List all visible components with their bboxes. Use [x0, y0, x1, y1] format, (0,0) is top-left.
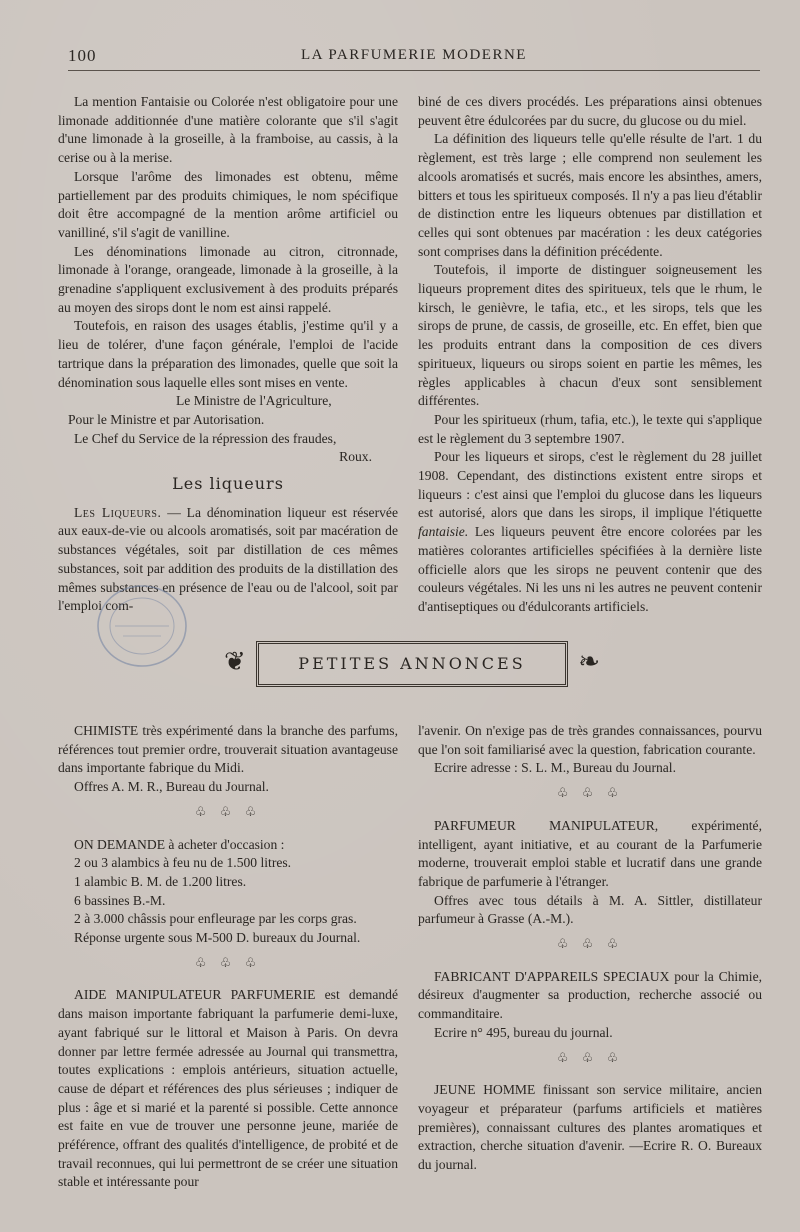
limonade-paragraph-2: Lorsque l'arôme des limonades est obtenu, même partiellement par des produits chimiques, le nom spécifique doit être accompagné de la mention arôme artificiel ou vanilliné, s'il s'agit de vanilline. — [58, 168, 398, 240]
ad-parfumeur: PARFUMEUR MANIPULATEUR, expérimenté, intelligent, ayant initiative, et au courant de la Parfumerie moderne, trouverait emploi stable et lucratif dans une grande fabrique de parfumerie à l'étranger. — [418, 817, 762, 889]
sirops-text-a: Pour les liqueurs et sirops, c'est le règlement du 28 juillet 1908. Cependant, des distinctions existent entre sirops et liqueurs : c'est ainsi que l'emploi du glucose dans les liqueurs est autorisé, alors que dans les sirops, il implique l'étiquette — [418, 449, 762, 521]
left-flourish-icon: ❦ — [224, 647, 246, 676]
spiritueux-paragraph: Pour les spiritueux (rhum, tafia, etc.), le texte qui s'applique est le règlement du 3 septembre 1907. — [418, 411, 762, 446]
ornament-divider: ♧ ♧ ♧ — [194, 803, 262, 819]
limonade-paragraph-1: La mention Fantaisie ou Colorée n'est obligatoire pour une limonade additionnée d'une matière colorante que s'il s'agit d'une limonade à la groseille, à la framboise, au cassis, à la cerise ou à la merise. — [58, 94, 398, 166]
ad-demande-title: ON DEMANDE à acheter d'occasion : — [74, 836, 285, 852]
signature-authorisation: Pour le Ministre et par Autorisation. — [68, 411, 265, 427]
definition-paragraph: La définition des liqueurs telle qu'elle résulte de l'art. 1 du règlement, est très large ; elle comprend non seulement les alcools aromatisés et sucrés, mais encore les absinthes, amers, bitters et tous les spiritueux composés. Il n'y a pas lieu d'établir de distinction entre les liqueurs obtenues par distillation et celles qui sont obtenues par macération : les deux catégories sont comprises dans la définition précédente. — [418, 131, 762, 259]
journal-title: LA PARFUMERIE MODERNE — [301, 47, 527, 63]
section-heading-liqueurs: Les liqueurs — [172, 474, 284, 494]
ad-demande-line-4: 2 à 3.000 châssis pour enfleurage par les corps gras. — [74, 911, 357, 927]
ad-chimiste: CHIMISTE très expérimenté dans la branche des parfums, références tout premier ordre, trouverait situation avantageuse dans importante fabrique du Midi. — [58, 723, 398, 776]
page-number: 100 — [68, 46, 97, 65]
ad-aide-manipulateur: AIDE MANIPULATEUR PARFUMERIE est demandé dans maison importante fabriquant la parfumerie demi-luxe, ayant fabriqué sur le littoral et Maison à Paris. On devra donner par lettre fermée adressée au Journal qui transmettra, toutes explications : emplois antérieurs, situation actuelle, cause de départ et références des plus sérieuses ; indiquer de plus : âge et si marié et la parenté si possible. Cette annonce est faite en vue de trouver une personne jeune, mariée de préférence, offrant des qualités d'intelligence, de probité et de travail reconnues, qui lui permettront de se créer une situation stable et intéressante pour — [58, 987, 398, 1190]
ad-demande-line-1: 2 ou 3 alambics à feu nu de 1.500 litres. — [74, 855, 292, 871]
ad-fabricant-reply: Ecrire n° 495, bureau du journal. — [434, 1024, 613, 1040]
ad-parfumeur-reply: Offres avec tous détails à M. A. Sittler, distillateur parfumeur à Grasse (A.-M.). — [418, 892, 762, 927]
distinction-paragraph: Toutefois, il importe de distinguer soigneusement les liqueurs proprement dites des spiritueux, tels que le rhum, le kirsch, le genièvre, le tafia, etc., et les sirops, tels que les sirops de prune, de cassis, de groseille, etc. En effet, bien que les produits entrant dans la composition de ces divers spiritueux, liqueurs ou sirops soient en partie les mêmes, les règles applicables à chacun d'eux sont sensiblement différentes. — [418, 262, 762, 409]
signature-roux: Roux. — [339, 449, 372, 465]
banner-title: PETITES ANNONCES — [298, 654, 526, 673]
limonade-paragraph-3: Les dénominations limonade au citron, citronnade, limonade à l'orange, orangeade, limonade à la groseille, à la grenadine s'appliquent exclusivement à des produits préparés au moyen des sirops dont le nom est ainsi rappelé. — [58, 243, 398, 315]
ad-demande-line-2: 1 alambic B. M. de 1.200 litres. — [74, 873, 247, 889]
petites-annonces-banner — [222, 637, 602, 691]
header-rule — [68, 70, 760, 71]
ad-chimiste-reply: Offres A. M. R., Bureau du Journal. — [74, 779, 269, 795]
page-header — [68, 46, 760, 66]
signature-minister: Le Ministre de l'Agriculture, — [176, 393, 332, 409]
right-column — [418, 93, 762, 617]
left-column — [58, 93, 398, 616]
sirops-paragraph — [418, 448, 762, 616]
library-stamp — [93, 580, 191, 672]
signature-chef: Le Chef du Service de la répression des fraudes, — [74, 430, 337, 446]
ornament-divider: ♧ ♧ ♧ — [556, 1049, 624, 1065]
ads-left-column — [58, 722, 398, 1192]
ad-aide-reply: Ecrire adresse : S. L. M., Bureau du Journal. — [434, 760, 676, 776]
ornament-divider: ♧ ♧ ♧ — [194, 954, 262, 970]
limonade-paragraph-4: Toutefois, en raison des usages établis, j'estime qu'il y a lieu de tolérer, d'une façon générale, l'emploi de l'acide tartrique dans la préparation des limonades, quelle que soit la dénomination sous laquelle elles sont mises en vente. — [58, 318, 398, 390]
fantaisie-word: fantaisie. — [418, 524, 469, 540]
ad-aide-continued: l'avenir. On n'exige pas de très grandes connaissances, pourvu que l'on soit familiarisé avec la question, fabrication courante. — [418, 723, 762, 757]
ad-demande-line-5: Réponse urgente sous M-500 D. bureaux du Journal. — [74, 930, 361, 946]
liqueurs-lead: Les Liqueurs. — [74, 504, 162, 520]
ornament-divider: ♧ ♧ ♧ — [556, 936, 624, 952]
ad-demande-line-3: 6 bassines B.-M. — [74, 892, 166, 908]
ads-right-column — [418, 722, 762, 1175]
ad-jeune-homme: JEUNE HOMME finissant son service militaire, ancien voyageur et préparateur (parfums artificiels et matières premières), connaissant cultures des plantes aromatiques et extraction, cherche situation d'avenir. —Ecrire R. O. Bureaux du journal. — [418, 1082, 762, 1173]
right-flourish-icon: ❧ — [578, 647, 600, 676]
liqueurs-text: — La dénomination liqueur est réservée aux eaux-de-vie ou alcools aromatisés, soit par macération de substances végétales, soit par distillation de ces mêmes substances, soit par addition des produits de la distillation des mêmes substances en présence de l'eau ou de l'alcool, soit par l'emploi com- — [58, 504, 398, 614]
sirops-text-b: Les liqueurs peuvent être encore colorées par les matières colorantes artificielles spécifiées à la dernière liste officielle alors que les sirops ne peuvent contenir que des couleurs végétales. Ni les uns ni les autres ne peuvent contenir d'antiseptiques ou d'édulcorants artificiels. — [418, 524, 762, 614]
ornament-divider: ♧ ♧ ♧ — [556, 785, 624, 801]
ad-fabricant: FABRICANT D'APPAREILS SPECIAUX pour la Chimie, désireux d'augmenter sa production, recherche associé ou commanditaire. — [418, 968, 762, 1022]
liqueurs-continued: biné de ces divers procédés. Les préparations ainsi obtenues peuvent être édulcorées par du sucre, du glucose ou du miel. — [418, 94, 762, 128]
